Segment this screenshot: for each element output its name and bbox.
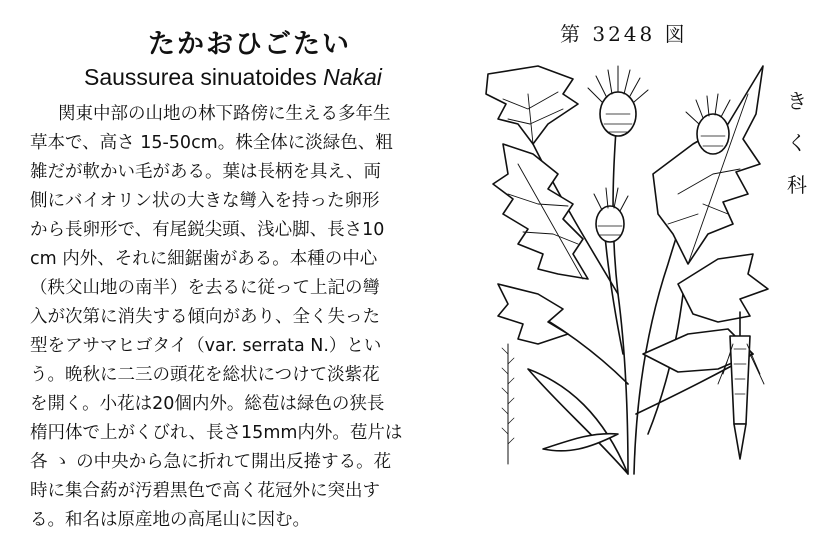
plant-leaf [493, 144, 588, 279]
description-line: 雑だが軟かい毛がある。葉は長柄を具え、両 [30, 162, 382, 182]
description-line: 楕円体で上がくびれ、長さ15mm内外。苞片は [30, 423, 403, 443]
plant-leaf [498, 284, 568, 344]
plant-illustration [478, 54, 778, 494]
family-label [784, 80, 810, 206]
family-label-char: 科 [787, 173, 807, 197]
scientific-name [84, 64, 382, 91]
description-text [30, 100, 478, 535]
family-label-char: き [787, 89, 807, 113]
plant-leaf [653, 66, 763, 264]
description-line: （秩父山地の南半）を去るに従って上記の彎 [30, 278, 380, 298]
plant-leaf [528, 369, 628, 474]
family-label-char: く [787, 131, 807, 155]
description-line: 時に集合葯が汚碧黒色で高く花冠外に突出す [30, 481, 380, 501]
plant-leaf [678, 254, 768, 322]
description-line: う。晩秋に二三の頭花を総状につけて淡紫花 [30, 365, 380, 385]
description-line: 側にバイオリン状の大きな彎入を持った卵形 [30, 191, 380, 211]
description-line: 各 ゝ の中央から急に折れて開出反捲する。花 [30, 452, 392, 472]
flower-head [594, 188, 628, 242]
description-line: 草本で、高さ 15-50cm。株全体に淡緑色、粗 [30, 133, 393, 153]
description-line: る。和名は原産地の高尾山に因む。 [30, 510, 310, 530]
figure-number: 第 3248 図 [560, 22, 688, 46]
flower-head [588, 66, 648, 136]
description-line: 関東中部の山地の林下路傍に生える多年生 [58, 104, 391, 124]
description-line: cm 内外、それに細鋸歯がある。本種の中心 [30, 249, 378, 269]
description-line: から長卵形で、有尾鋭尖頭、浅心脚、長さ10 [30, 220, 385, 240]
description-line: を開く。小花は20個内外。総苞は緑色の狭長 [30, 394, 385, 414]
scientific-name-author: Nakai [323, 64, 382, 90]
pappus-detail [502, 344, 514, 464]
japanese-name: たかおひごたい [148, 29, 351, 60]
scientific-name-binomial: Saussurea sinuatoides [84, 64, 317, 90]
description-line: 型をアサマヒゴタイ（var. serrata N.）とい [30, 336, 382, 356]
description-line: 入が次第に消失する傾向があり、全く失った [30, 307, 380, 327]
